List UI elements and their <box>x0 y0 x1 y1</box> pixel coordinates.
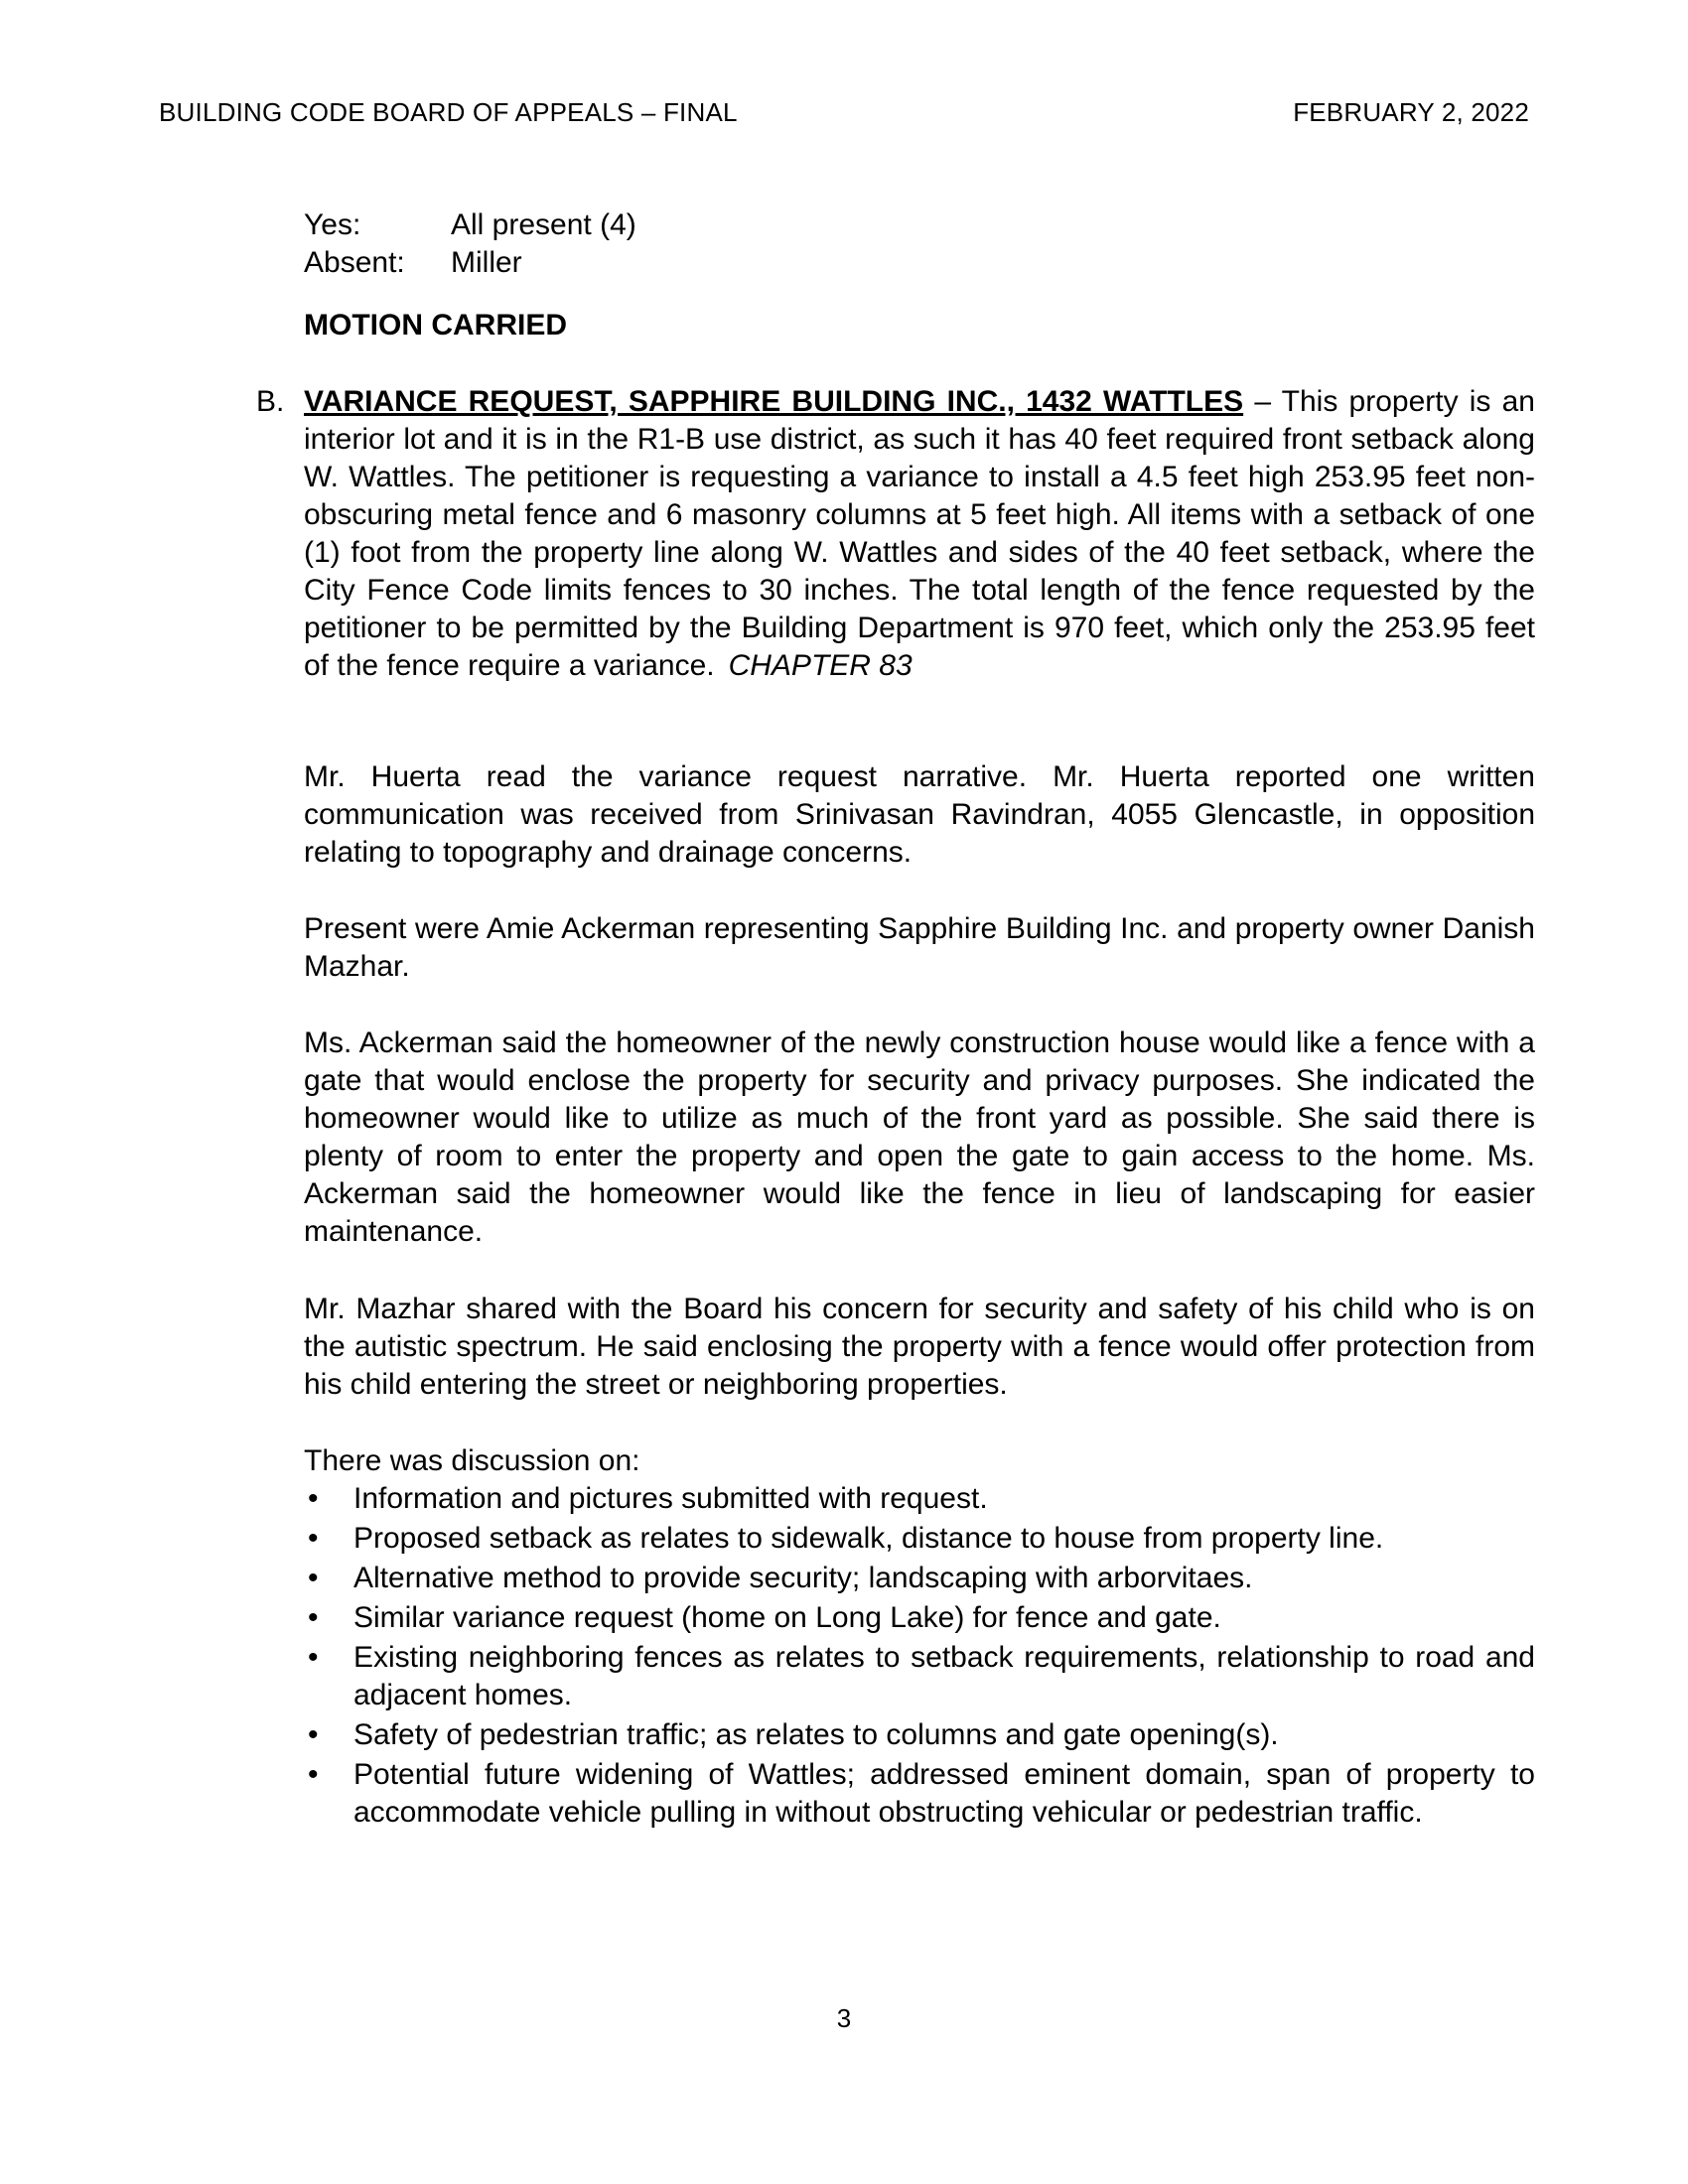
discussion-list <box>304 1480 1535 1834</box>
vote-yes-label: Yes: <box>304 208 361 241</box>
discussion-item <box>304 1480 1535 1518</box>
discussion-item-text: Potential future widening of Wattles; addressed eminent domain, span of property to accommodate vehicle pulling in without obstructing vehicular or pedestrian traffic. <box>353 1758 1535 1829</box>
bullet-icon: • <box>308 1641 319 1674</box>
discussion-item-text: Safety of pedestrian traffic; as relates to columns and gate opening(s). <box>353 1718 1279 1751</box>
agenda-item-description: – This property is an interior lot and it is in the R1-B use district, as such it has 40 feet required front setback along W. Wattles. The petitioner is requesting a variance to install a 4.5 feet high 253.95 feet non-obscuring metal fence and 6 masonry columns at 5 feet high. All items with a setback of one (1) foot from the property line along W. Wattles and sides of the 40 feet setback, where the City Fence Code limits fences to 30 inches. The total length of the fence requested by the petitioner to be permitted by the Building Department is 970 feet, which only the 253.95 feet of the fence require a variance. <box>304 385 1535 682</box>
discussion-item <box>304 1716 1535 1754</box>
bullet-icon: • <box>308 1758 319 1791</box>
agenda-item-chapter: CHAPTER 83 <box>728 649 913 682</box>
discussion-item <box>304 1599 1535 1637</box>
discussion-intro: There was discussion on: <box>304 1444 640 1477</box>
header-date: FEBRUARY 2, 2022 <box>1293 97 1529 127</box>
paragraph-mazhar: Mr. Mazhar shared with the Board his concern for security and safety of his child who is on the autistic spectrum. He said enclosing the property with a fence would offer protection from his child entering the street or neighboring properties. <box>304 1293 1535 1401</box>
discussion-item-text: Alternative method to provide security; landscaping with arborvitaes. <box>353 1562 1253 1594</box>
header-board-name: BUILDING CODE BOARD OF APPEALS – FINAL <box>159 97 738 127</box>
agenda-item-body <box>304 383 1535 685</box>
vote-absent-value: Miller <box>451 246 522 279</box>
discussion-item <box>304 1639 1535 1714</box>
paragraph-narrative: Mr. Huerta read the variance request narrative. Mr. Huerta reported one written communication was received from Srinivasan Ravindran, 4055 Glencastle, in opposition relating to topography and drainage concerns. <box>304 760 1535 869</box>
paragraph-ackerman: Ms. Ackerman said the homeowner of the newly construction house would like a fence with a gate that would enclose the property for security and privacy purposes. She indicated the homeowner would like to utilize as much of the front yard as possible. She said there is plenty of room to enter the property and open the gate to gain access to the home. Ms. Ackerman said the homeowner would like the fence in lieu of landscaping for easier maintenance. <box>304 1026 1535 1248</box>
discussion-item-text: Information and pictures submitted with request. <box>353 1482 988 1515</box>
vote-absent-row <box>304 244 1535 282</box>
vote-yes-row <box>304 206 1535 244</box>
discussion-item <box>304 1560 1535 1597</box>
agenda-item-letter: B. <box>256 385 285 418</box>
vote-yes-value: All present (4) <box>451 208 636 241</box>
page-number: 3 <box>836 2003 852 2033</box>
discussion-item-text: Similar variance request (home on Long Lake) for fence and gate. <box>353 1601 1221 1634</box>
discussion-item <box>304 1756 1535 1832</box>
motion-result: MOTION CARRIED <box>304 309 567 341</box>
agenda-item-b <box>256 383 1535 685</box>
page-header <box>159 97 1529 128</box>
bullet-icon: • <box>308 1482 319 1515</box>
vote-absent-label: Absent: <box>304 246 405 279</box>
vote-tally <box>304 206 1535 282</box>
bullet-icon: • <box>308 1562 319 1594</box>
agenda-item-title: VARIANCE REQUEST, SAPPHIRE BUILDING INC., 1432 WATTLES <box>304 385 1244 418</box>
paragraph-present: Present were Amie Ackerman representing Sapphire Building Inc. and property owner Danish Mazhar. <box>304 912 1535 983</box>
discussion-item-text: Proposed setback as relates to sidewalk, distance to house from property line. <box>353 1522 1384 1555</box>
discussion-item <box>304 1520 1535 1558</box>
bullet-icon: • <box>308 1718 319 1751</box>
bullet-icon: • <box>308 1601 319 1634</box>
bullet-icon: • <box>308 1522 319 1555</box>
discussion-item-text: Existing neighboring fences as relates to setback requirements, relationship to road and adjacent homes. <box>353 1641 1535 1711</box>
